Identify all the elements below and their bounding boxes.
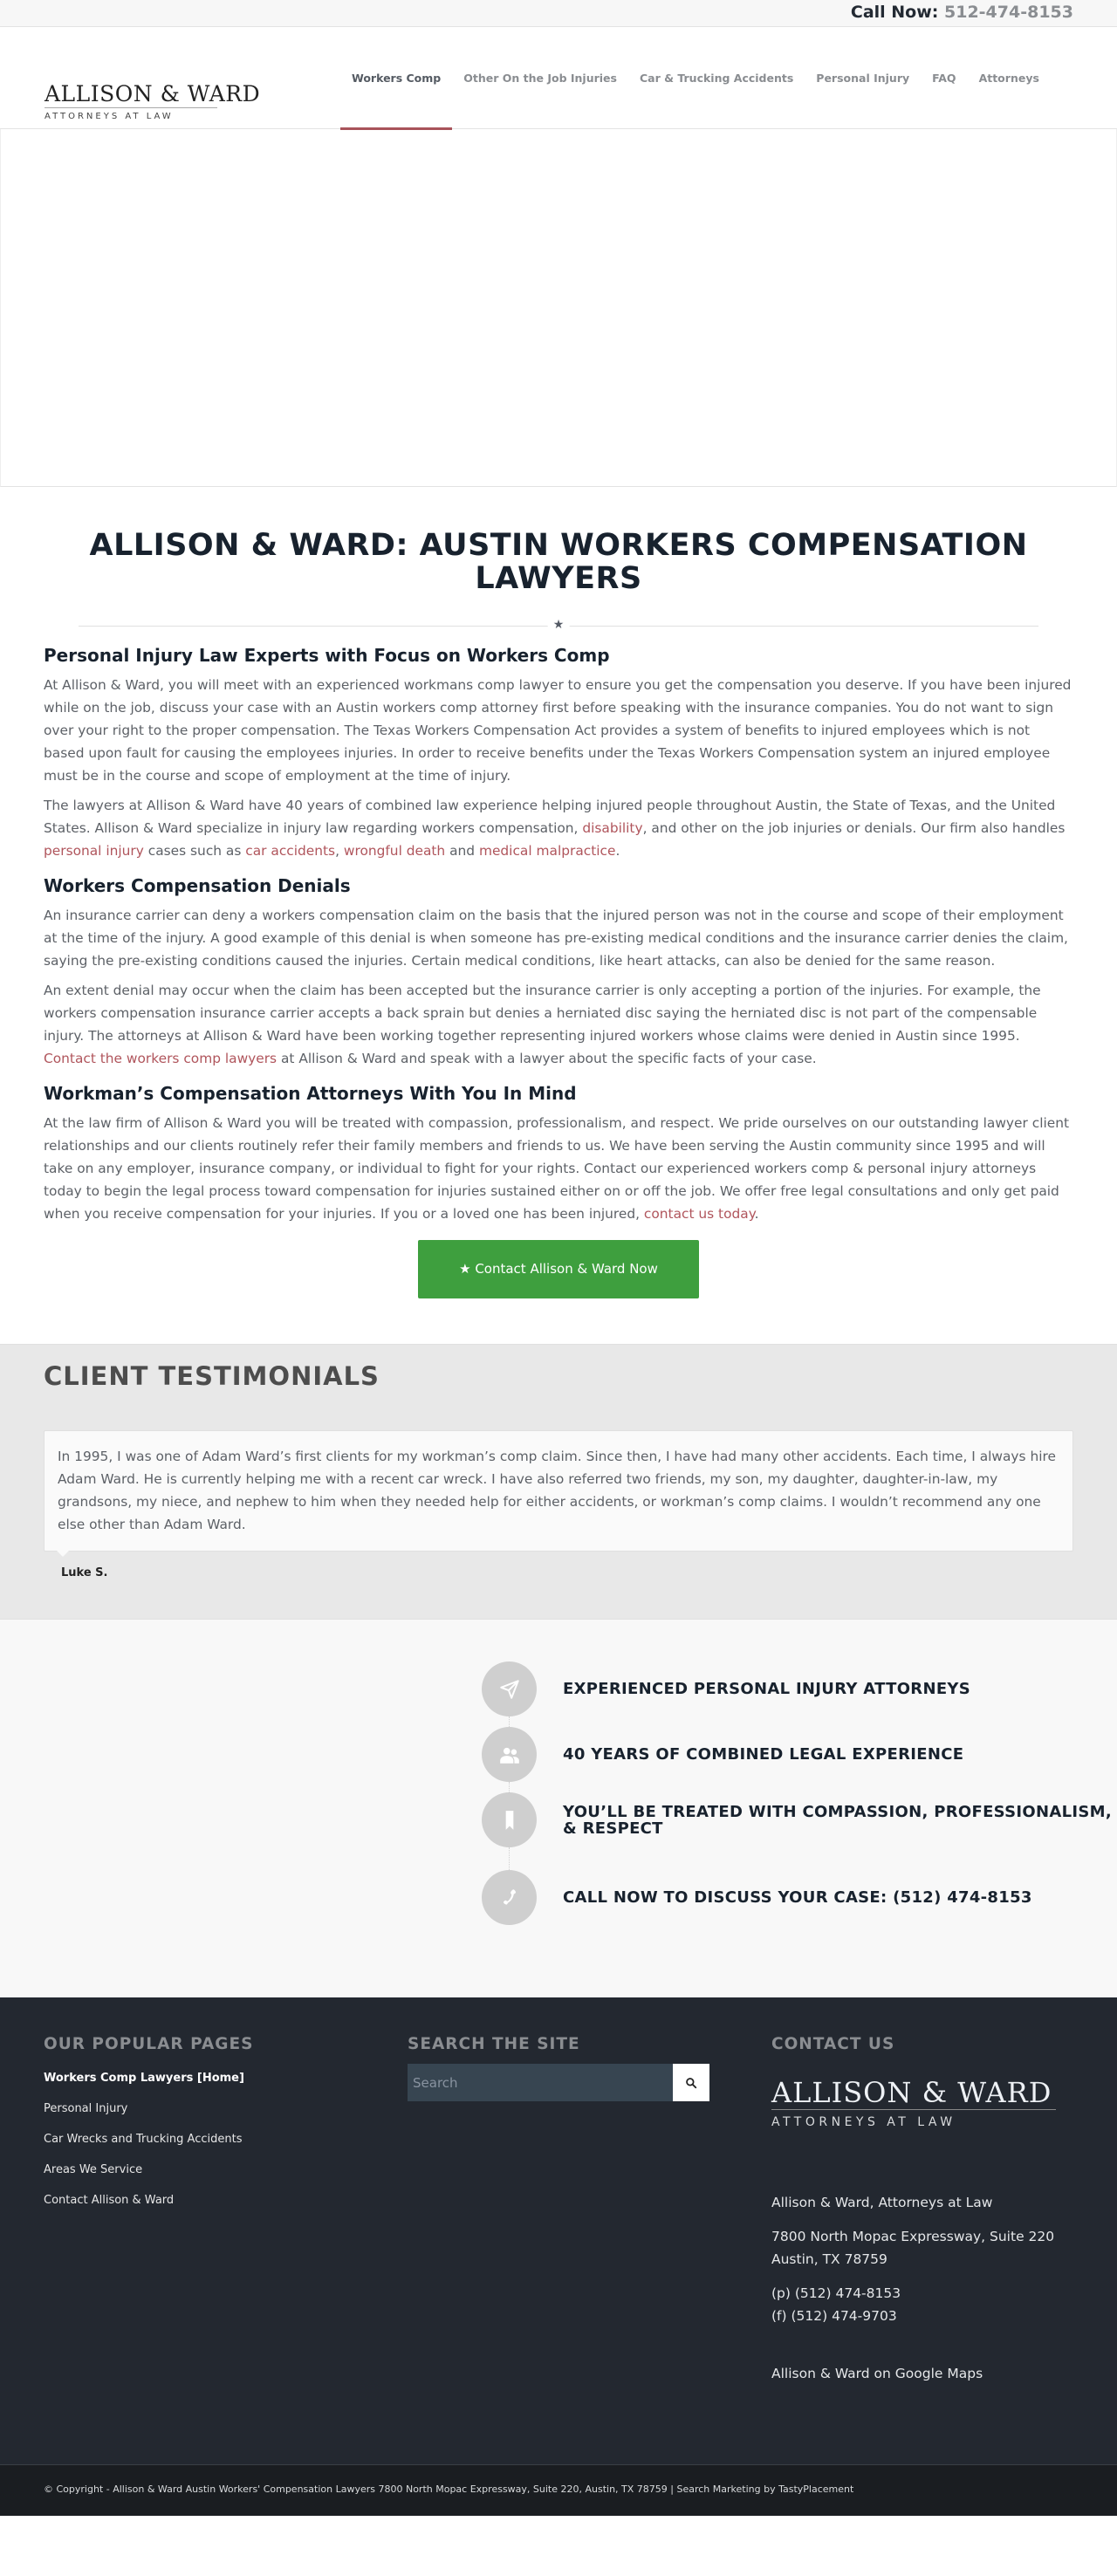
paragraph: An insurance carrier can deny a workers compensation claim on the basis that the injured person was not in the course and scope of their employment at the time of the injury. A good example of this denial is when someone has pre-existing medical conditions and the insurance carrier denies the claim, saying the pre-existing conditions caused the injuries. Certain medical conditions, like heart attacks, can also be denied for the same reason. <box>44 908 1068 969</box>
link-car-accidents[interactable]: car accidents <box>245 843 336 859</box>
call-now-label: Call Now: <box>850 3 939 22</box>
text: , <box>335 843 344 859</box>
features-section <box>0 1619 1117 1997</box>
feature-text: EXPERIENCED PERSONAL INJURY ATTORNEYS <box>563 1680 971 1698</box>
footer-link-home[interactable]: Workers Comp Lawyers [Home] <box>44 2072 244 2085</box>
footer-heading-contact: CONTACT US <box>771 2035 895 2053</box>
text: , and other on the job injuries or denials. Our firm also handles <box>642 820 1066 836</box>
section-heading-with-you-in-mind: Workman’s Compensation Attorneys With You In Mind <box>44 1083 577 1104</box>
footer-link-personal-injury[interactable]: Personal Injury <box>44 2102 128 2115</box>
paragraph: At Allison & Ward, you will meet with an experienced workmans comp lawyer to ensure you get the compensation you deserve. If you have been injured while on the job, discuss your case with an Austin workers comp attorney first before speaking with the insurance companies. You do not want to sign over your right to the proper compensation. The Texas Workers Compensation Act provides a system of benefits to injured employees which is not based upon fault for causing the employees injuries. In order to receive benefits under the Texas Workers Compensation system an injured employee must be in the course and scope of employment at the time of injury. <box>44 677 1072 784</box>
site-logo[interactable] <box>45 81 261 121</box>
link-personal-injury[interactable]: personal injury <box>44 843 144 859</box>
testimonial-quote: In 1995, I was one of Adam Ward’s first clients for my workman’s comp claim. Since then, I have had many other accidents. Each time, I always hire Adam Ward. He is currently helping me with a recent car wreck. I have also referred two friends, my son, my daughter, daughter-in-law, my grandsons, my niece, and nephew to him when they needed help for either accidents, or workman’s comp claims. I wouldn’t recommend any one else other than Adam Ward. <box>58 1449 1056 1532</box>
main-content <box>0 529 1117 1298</box>
testimonials-section <box>0 1344 1117 1619</box>
feature-item <box>482 1870 1117 1925</box>
text: An extent denial may occur when the claim has been accepted but the insurance carrier is only accepting a portion of the injuries. For example, the workers compensation insurance carrier accepts a back sprain but denies a herniated disc saying the herniated disc is not part of the compensable injury. The attorneys at Allison & Ward have been working together representing injured workers whose claims were denied in Austin since 1995. <box>44 983 1041 1044</box>
text: cases such as <box>143 843 246 859</box>
search-input[interactable] <box>408 2064 673 2101</box>
text: and <box>445 843 479 859</box>
testimonials-heading: CLIENT TESTIMONIALS <box>44 1361 380 1391</box>
site-header <box>0 27 1117 129</box>
footer-link-contact[interactable]: Contact Allison & Ward <box>44 2194 175 2207</box>
testimonial-card <box>44 1430 1073 1552</box>
hero-banner <box>0 129 1117 487</box>
main-nav <box>340 27 1051 129</box>
nav-car-trucking-accidents[interactable]: Car & Trucking Accidents <box>639 72 794 85</box>
link-medical-malpractice[interactable]: medical malpractice <box>478 843 616 859</box>
nav-other-job-injuries[interactable]: Other On the Job Injuries <box>463 72 617 85</box>
footer-search <box>408 2035 709 2101</box>
text: . <box>615 843 620 859</box>
feature-item <box>482 1727 1117 1782</box>
copyright-text: © Copyright - Allison & Ward Austin Workers' Compensation Lawyers 7800 North Mopac Expressway, Suite 220, Austin, TX 78759 | Search Marketing by TastyPlacement <box>44 2484 854 2495</box>
text: At the law firm of Allison & Ward you will be treated with compassion, professionalism, and respect. We pride ourselves on our outstanding lawyer client relationships and our clients routinely refer their family members and friends to us. We have been serving the Austin community since 1995 and will take on any employer, insurance company, or individual to fight for your rights. Contact our experienced workers comp & personal injury attorneys today to begin the legal process toward compensation for injuries sustained either on or off the job. We offer free legal consultations and only get paid when you receive compensation for your injuries. If you or a loved one has been injured, <box>44 1115 1069 1222</box>
top-bar <box>0 0 1117 27</box>
phone-number: (p) (512) 474-8153 <box>771 2285 901 2301</box>
feature-text: CALL NOW TO DISCUSS YOUR CASE: (512) 474-8153 <box>563 1888 1032 1907</box>
connector-line <box>509 1716 510 1727</box>
address <box>771 2225 1073 2271</box>
testimonial-author: Luke S. <box>61 1566 108 1579</box>
link-disability[interactable]: disability <box>582 820 643 836</box>
footer-link-car-wrecks[interactable]: Car Wrecks and Trucking Accidents <box>44 2133 243 2146</box>
section-heading-experts: Personal Injury Law Experts with Focus on Workers Comp <box>44 645 610 666</box>
cta-wrapper <box>44 1240 1073 1298</box>
bookmark-icon <box>482 1792 537 1847</box>
footer-logo-tagline: ATTORNEYS AT LAW <box>771 2115 956 2129</box>
call-now-phone-link[interactable]: 512-474-8153 <box>944 3 1073 22</box>
firm-name: Allison & Ward, Attorneys at Law <box>771 2195 993 2210</box>
footer-logo-name: ALLISON & WARD <box>771 2078 1056 2110</box>
logo-tagline: ATTORNEYS AT LAW <box>45 112 174 121</box>
footer-link-areas[interactable]: Areas We Service <box>44 2163 143 2176</box>
star-icon: ★ <box>548 618 570 632</box>
paragraph <box>44 979 1073 1070</box>
phone-numbers <box>771 2282 1073 2327</box>
call-now <box>851 3 1073 22</box>
nav-faq[interactable]: FAQ <box>932 72 956 85</box>
link-wrongful-death[interactable]: wrongful death <box>343 843 446 859</box>
google-maps-link[interactable]: Allison & Ward on Google Maps <box>771 2366 983 2381</box>
nav-workers-comp[interactable]: Workers Comp <box>340 27 452 129</box>
search-icon <box>685 2077 697 2089</box>
text: The lawyers at Allison & Ward have 40 years of combined law experience helping injured people throughout Austin, the State of Texas, and the United States. Allison & Ward specialize in injury law regarding workers compensation, <box>44 798 1056 836</box>
logo-name: ALLISON & WARD <box>45 81 261 106</box>
fax-number: (f) (512) 474-9703 <box>771 2308 897 2324</box>
feature-item <box>482 1792 1117 1847</box>
nav-attorneys[interactable]: Attorneys <box>978 72 1039 85</box>
contact-details <box>771 2191 1073 2385</box>
users-icon <box>482 1727 537 1782</box>
site-footer <box>0 1997 1117 2464</box>
section-heading-denials: Workers Compensation Denials <box>44 875 351 896</box>
paragraph <box>44 794 1073 862</box>
text: at Allison & Ward and speak with a lawyer about the specific facts of your case. <box>277 1051 817 1066</box>
page-title: ALLISON & WARD: AUSTIN WORKERS COMPENSATION LAWYERS <box>89 528 1028 596</box>
feature-item <box>482 1661 1117 1716</box>
phone-icon <box>482 1870 537 1925</box>
footer-heading-popular: OUR POPULAR PAGES <box>44 2035 254 2053</box>
address-line-1: 7800 North Mopac Expressway, Suite 220 <box>771 2229 1055 2244</box>
search-form <box>408 2064 709 2101</box>
text: . <box>754 1206 759 1222</box>
title-divider <box>79 620 1038 632</box>
footer-popular-pages <box>44 2035 358 2216</box>
link-contact-us-today[interactable]: contact us today <box>643 1206 755 1222</box>
footer-contact <box>771 2035 1073 2396</box>
connector-line <box>509 1847 510 1870</box>
connector-line <box>509 1782 510 1792</box>
paragraph <box>44 1112 1073 1225</box>
copyright-bar <box>0 2464 1117 2516</box>
footer-heading-search: SEARCH THE SITE <box>408 2035 580 2053</box>
popular-pages-list <box>44 2063 358 2216</box>
address-line-2: Austin, TX 78759 <box>771 2251 887 2267</box>
link-contact-workers-comp-lawyers[interactable]: Contact the workers comp lawyers <box>44 1051 278 1066</box>
send-icon <box>482 1661 537 1716</box>
feature-text: 40 YEARS OF COMBINED LEGAL EXPERIENCE <box>563 1745 964 1764</box>
footer-logo <box>771 2078 1073 2129</box>
features-list <box>482 1661 1117 1925</box>
contact-now-button[interactable]: ★ Contact Allison & Ward Now <box>418 1240 699 1298</box>
nav-personal-injury[interactable]: Personal Injury <box>816 72 910 85</box>
feature-text: YOU’LL BE TREATED WITH COMPASSION, PROFESSIONALISM, & RESPECT <box>563 1802 1112 1838</box>
search-button[interactable] <box>673 2064 709 2101</box>
